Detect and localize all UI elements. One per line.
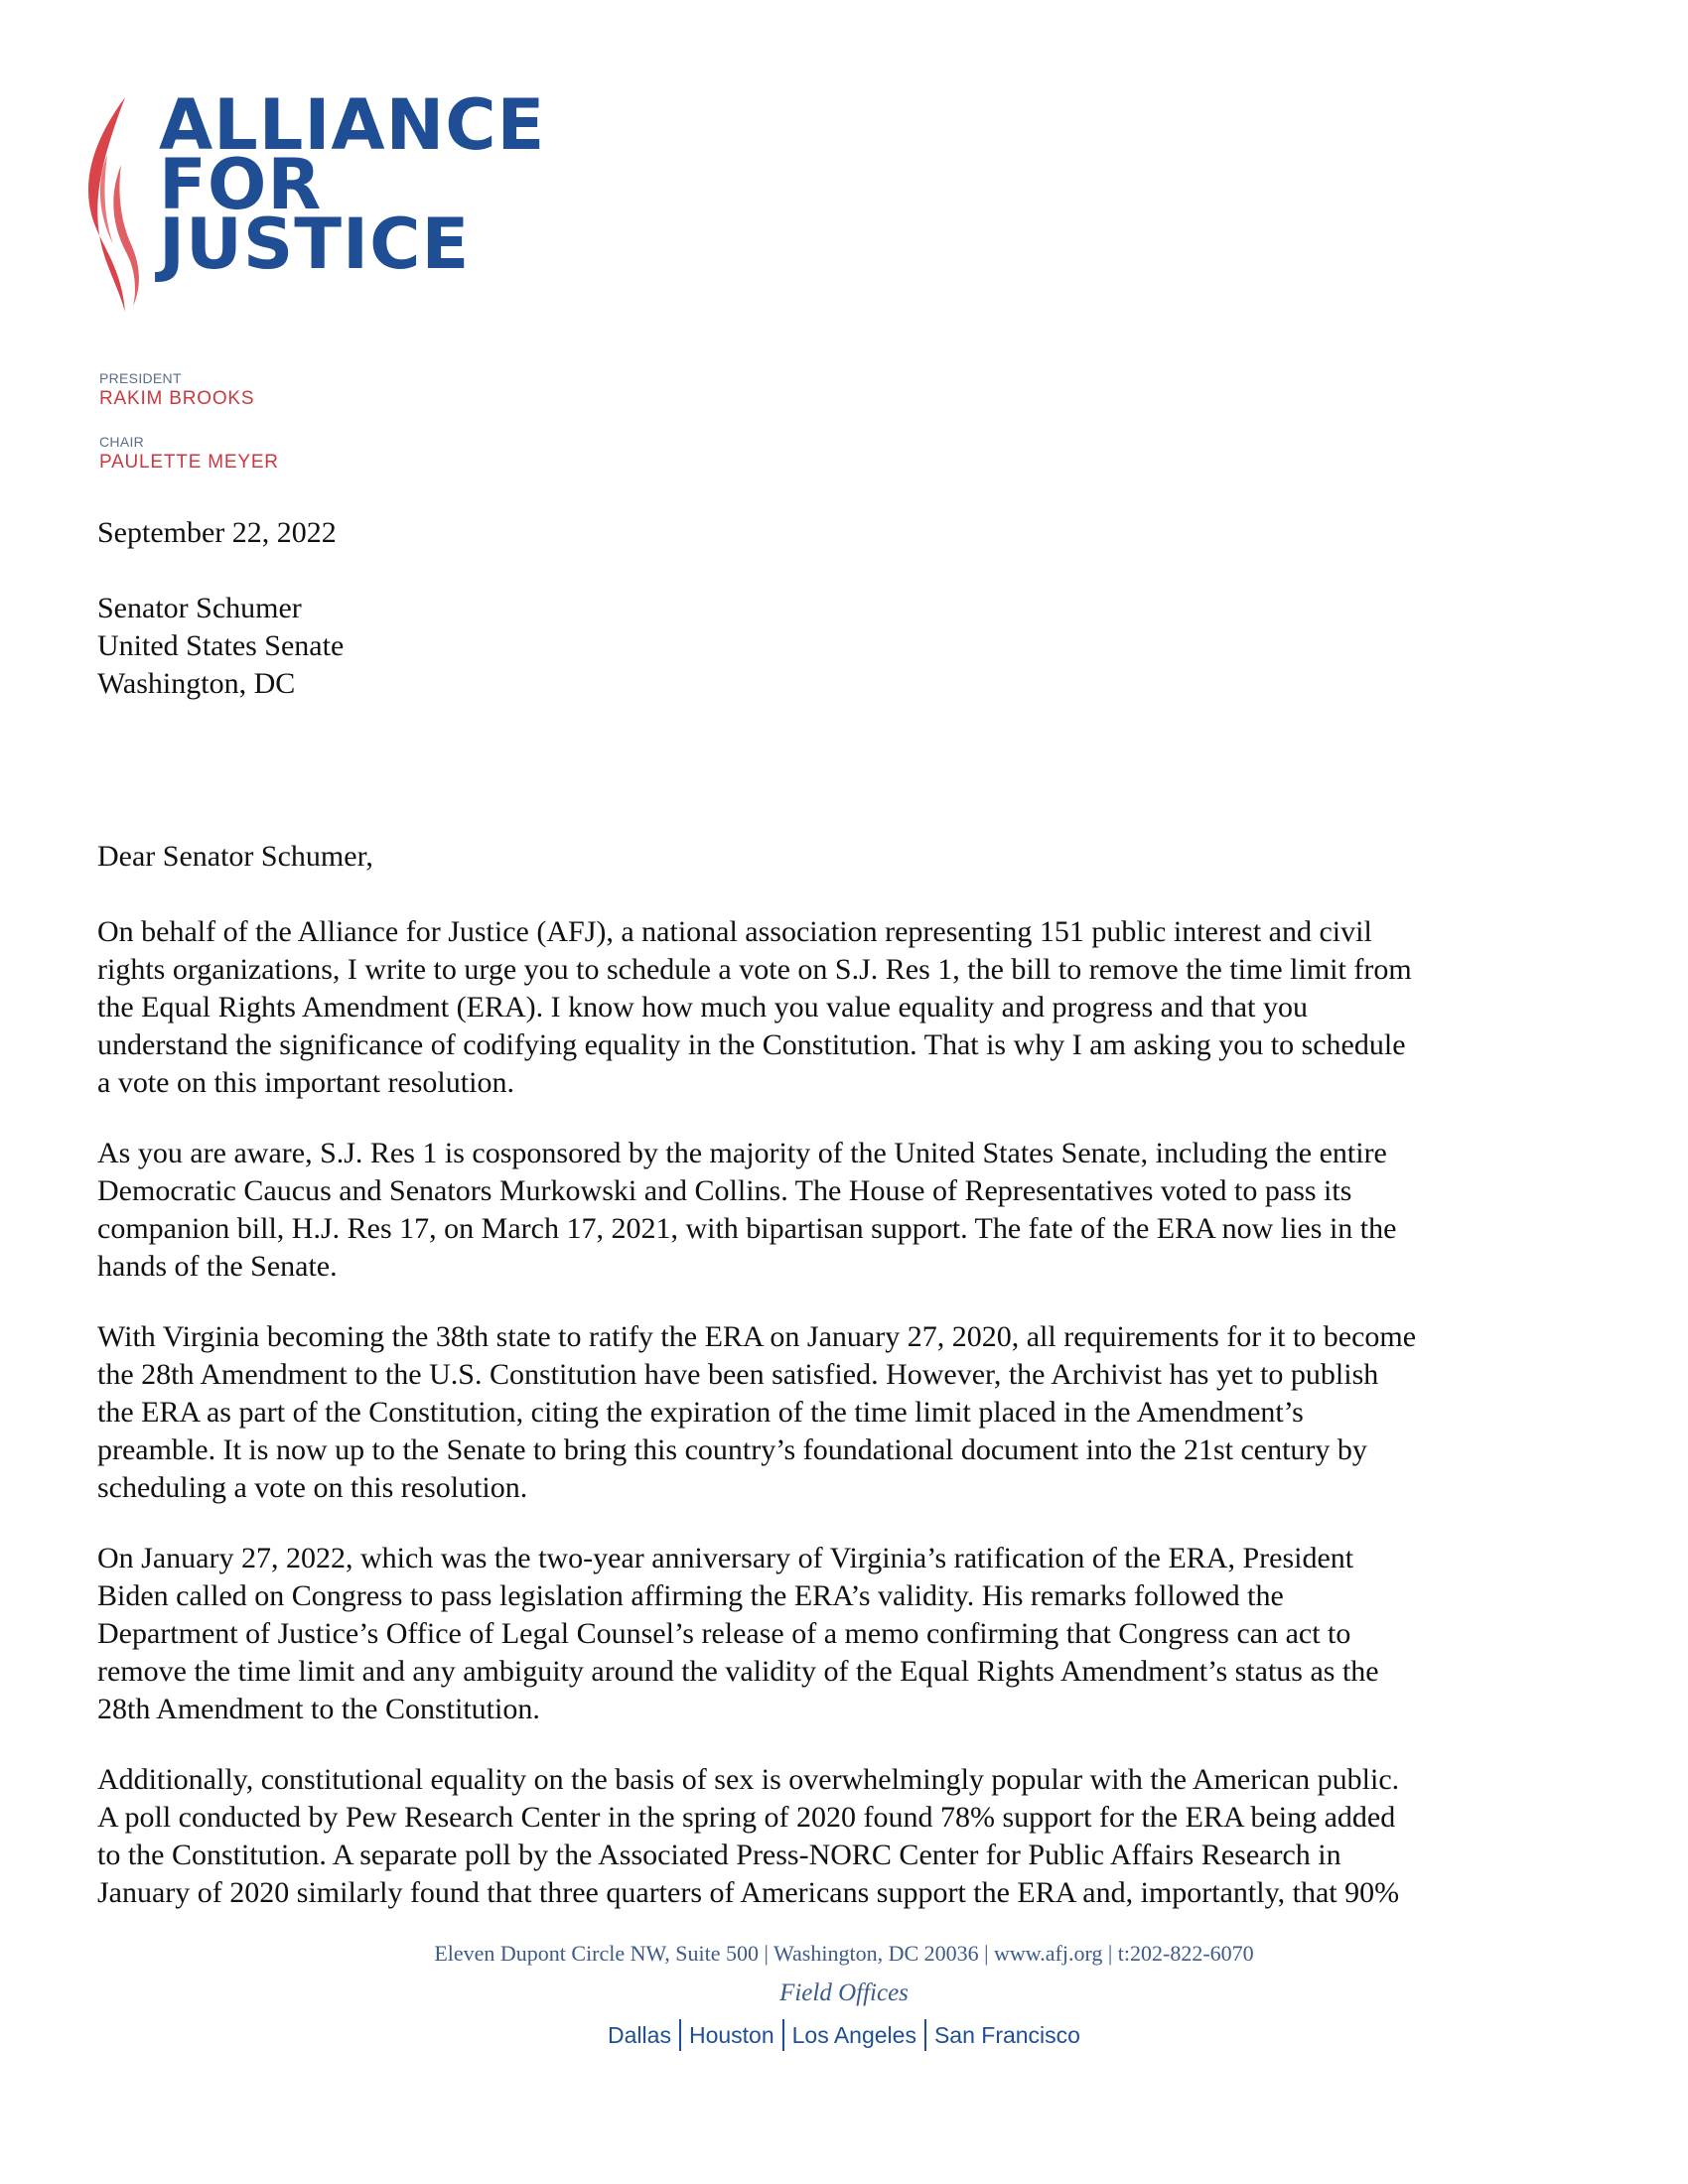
recipient-line: Washington, DC: [97, 667, 296, 700]
text-line: On behalf of the Alliance for Justice (AFJ), a national association representing 151 public interest and civil: [97, 915, 1372, 948]
officer-role: PRESIDENT: [99, 370, 182, 386]
paragraph-5: [97, 1761, 1587, 1912]
officers-list: [99, 369, 279, 496]
text-line: remove the time limit and any ambiguity around the validity of the Equal Rights Amendment’s status as the: [97, 1655, 1379, 1688]
letter-date: September 22, 2022: [97, 516, 337, 549]
city-dallas: Dallas: [608, 2022, 671, 2048]
officer-chair: [99, 433, 279, 475]
field-offices-list: [0, 2018, 1688, 2052]
city-san-francisco: San Francisco: [933, 2022, 1080, 2048]
text-line: 28th Amendment to the Constitution.: [97, 1693, 540, 1725]
city-houston: Houston: [688, 2022, 774, 2048]
recipient-line: Senator Schumer: [97, 592, 302, 624]
text-line: As you are aware, S.J. Res 1 is cosponsored by the majority of the United States Senate, including the entire: [97, 1137, 1387, 1169]
city-divider: [782, 2019, 784, 2051]
text-line: to the Constitution. A separate poll by the Associated Press-NORC Center for Public Affairs Research in: [97, 1839, 1341, 1871]
logo-line-3: JUSTICE: [159, 204, 471, 285]
officer-name: PAULETTE MEYER: [99, 452, 279, 473]
text-line: companion bill, H.J. Res 17, on March 17, 2021, with bipartisan support. The fate of the ERA now lies in the: [97, 1212, 1397, 1245]
officer-role: CHAIR: [99, 434, 145, 450]
text-line: rights organizations, I write to urge you to schedule a vote on S.J. Res 1, the bill to remove the time limit from: [97, 953, 1412, 986]
text-line: hands of the Senate.: [97, 1250, 338, 1283]
text-line: With Virginia becoming the 38th state to ratify the ERA on January 27, 2020, all requirements for it to become: [97, 1320, 1417, 1353]
letter-body: [97, 514, 1587, 1945]
paragraph-2: [97, 1135, 1587, 1286]
text-line: Additionally, constitutional equality on the basis of sex is overwhelmingly popular with the American public.: [97, 1763, 1400, 1796]
letterhead-footer: [0, 1939, 1688, 2052]
text-line: A poll conducted by Pew Research Center in the spring of 2020 found 78% support for the ERA being added: [97, 1801, 1396, 1834]
logo-wordmark: [159, 84, 546, 285]
text-line: the 28th Amendment to the U.S. Constitution have been satisfied. However, the Archivist has yet to publish: [97, 1358, 1379, 1391]
text-line: understand the significance of codifying equality in the Constitution. That is why I am asking you to schedule: [97, 1028, 1406, 1061]
text-line: preamble. It is now up to the Senate to bring this country’s foundational document into the 21st century by: [97, 1433, 1367, 1466]
paragraph-1: [97, 913, 1587, 1102]
salutation: Dear Senator Schumer,: [97, 840, 373, 873]
text-line: scheduling a vote on this resolution.: [97, 1471, 528, 1504]
officer-name: RAKIM BROOKS: [99, 388, 255, 409]
footer-address: Eleven Dupont Circle NW, Suite 500 | Washington, DC 20036 | www.afj.org | t:202-822-6070: [434, 1941, 1254, 1966]
text-line: the ERA as part of the Constitution, citing the expiration of the time limit placed in the Amendment’s: [97, 1396, 1304, 1429]
recipient-line: United States Senate: [97, 629, 345, 662]
field-offices-label: Field Offices: [779, 1979, 909, 2006]
city-divider: [924, 2019, 926, 2051]
paragraph-3: [97, 1318, 1587, 1507]
text-line: January of 2020 similarly found that three quarters of Americans support the ERA and, importantly, that 90%: [97, 1876, 1400, 1909]
text-line: Democratic Caucus and Senators Murkowski and Collins. The House of Representatives voted to pass its: [97, 1174, 1352, 1207]
flame-icon: [77, 95, 157, 314]
city-divider: [679, 2019, 681, 2051]
organization-logo: [77, 84, 546, 314]
logo-line-1: ALLIANCE: [159, 84, 546, 166]
city-los-angeles: Los Angeles: [791, 2022, 916, 2048]
text-line: Biden called on Congress to pass legislation affirming the ERA’s validity. His remarks followed the: [97, 1579, 1284, 1612]
text-line: a vote on this important resolution.: [97, 1066, 514, 1099]
text-line: the Equal Rights Amendment (ERA). I know how much you value equality and progress and that you: [97, 991, 1308, 1024]
text-line: Department of Justice’s Office of Legal Counsel’s release of a memo confirming that Congress can act to: [97, 1617, 1351, 1650]
recipient-address: [97, 590, 1587, 703]
paragraph-4: [97, 1540, 1587, 1728]
text-line: On January 27, 2022, which was the two-year anniversary of Virginia’s ratification of the ERA, President: [97, 1542, 1354, 1574]
logo-line-2: FOR: [159, 144, 323, 225]
officer-president: [99, 369, 279, 411]
